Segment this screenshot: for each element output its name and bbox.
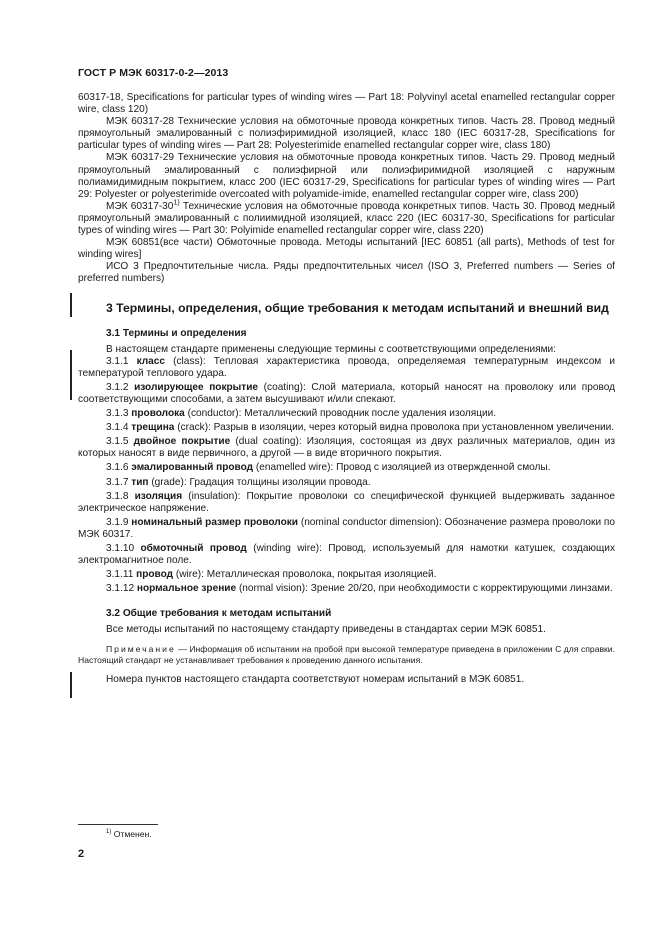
footnote-ref: 1) [173, 199, 180, 207]
term-number: 3.1.10 [106, 543, 141, 554]
term-definition [78, 436, 615, 460]
term-definition [78, 477, 615, 489]
term-number: 3.1.12 [106, 583, 137, 595]
term-number: 3.1.11 [106, 569, 137, 581]
page-number: 2 [78, 848, 85, 860]
footnote-text: Отменен. [111, 829, 152, 839]
term-text: (nominal conductor dimension): Обозначение размера проволоки по МЭК 60317. [78, 516, 615, 540]
reference-item: МЭК 60317-29 Технические условия на обмоточные провода конкретных типов. Часть 29. Провод медный прямоугольный эмалированный с полиэфирной или полиэфиримидной изоляцией с наружным полиамидимидным покрытием, класс 200 (IEC 60317-29, Specifications for particular types of winding wires — Part 29: Polyester or polyesterimide overcoated with polyamide-imide, enamelled rectangular copper wire, class 200) [78, 152, 615, 200]
term-text: (class): Тепловая характеристика провода, определяемая температурным индексом и температурой теплового удара. [78, 355, 616, 379]
page-content [78, 92, 615, 686]
term-name: изолирующее покрытие [134, 381, 259, 393]
term-definition [78, 382, 615, 406]
term-name: изоляция [134, 490, 183, 502]
term-number: 3.1.8 [106, 490, 135, 502]
term-definition [78, 408, 615, 420]
reference-text: Технические условия на обмоточные провода конкретных типов. Часть 30. Провод медный прямоугольный эмалированный с полиимидной изоляцией, класс 220 (IEC 60317-30, Specifications for particular types of winding wires — Part 30: Polyimide enamelled rectangular copper wire, class 220) [78, 200, 615, 237]
reference-item-60317-30 [78, 201, 615, 237]
term-text: (normal vision): Зрение 20/20, при необходимости с корректирующими линзами. [236, 583, 613, 595]
term-text: (wire): Металлическая проволока, покрытая изоляцией. [173, 569, 437, 581]
term-text: (enamelled wire): Провод с изоляцией из отвержденной смолы. [253, 462, 551, 474]
term-name: трещина [131, 422, 175, 434]
term-text: (grade): Градация толщины изоляции провода. [148, 476, 371, 488]
term-definition [78, 356, 615, 380]
term-text: (dual coating): Изоляция, состоящая из двух различных материалов, один из которых наносят в виде первичного, а другой — в виде вторичного покрытия. [78, 436, 615, 460]
term-definition [78, 543, 615, 567]
footnote [106, 829, 152, 839]
methods-text: Все методы испытаний по настоящему стандарту приведены в стандартах серии МЭК 60851. [106, 624, 546, 636]
term-number: 3.1.3 [106, 408, 132, 420]
term-number: 3.1.2 [106, 381, 135, 393]
reference-item: МЭК 60317-28 Технические условия на обмоточные провода конкретных типов. Часть 28. Провод медный прямоугольный эмалированный с полиэфиримидной изоляцией, класс 180 (IEC 60317-28, Specifications for particular types of winding wires — Part 28: Polyesterimide enamelled rectangular copper wire, class 180) [78, 116, 615, 152]
term-name: обмоточный провод [140, 543, 247, 554]
note-label: Примечание [106, 643, 176, 654]
term-number: 3.1.4 [106, 422, 132, 434]
term-name: нормальное зрение [136, 583, 237, 595]
term-number: 3.1.6 [106, 462, 132, 474]
subsection-title-terms: 3.1 Термины и определения [106, 327, 247, 339]
term-definition [78, 422, 615, 434]
term-definition [78, 491, 615, 515]
term-number: 3.1.7 [106, 476, 132, 488]
term-name: двойное покрытие [133, 436, 231, 448]
change-bar-1 [70, 293, 72, 317]
term-name: номинальный размер проволоки [131, 516, 299, 528]
section-title: 3 Термины, определения, общие требования к методам испытаний и внешний вид [106, 300, 609, 315]
term-name: проволока [131, 408, 185, 420]
term-number: 3.1.9 [106, 516, 132, 528]
reference-code: МЭК 60317-30 [106, 200, 174, 212]
term-number: 3.1.5 [106, 436, 134, 448]
closing-text: Номера пунктов настоящего стандарта соответствуют номерам испытаний в МЭК 60851. [106, 673, 525, 685]
term-name: класс [136, 355, 166, 367]
term-text: (coating): Слой материала, который наносят на проволоку или провод соответствующими способами, а затем высушивают и/или спекают. [78, 381, 615, 405]
reference-item: МЭК 60851(все части) Обмоточные провода. Методы испытаний [IEC 60851 (all parts), Methods of test for winding wires] [78, 237, 615, 261]
term-name: эмалированный провод [131, 462, 254, 474]
term-name: тип [131, 476, 149, 488]
reference-item: 60317-18, Specifications for particular types of winding wires — Part 18: Polyvinyl acetal enamelled rectangular copper wire, class 120) [78, 92, 615, 116]
term-name: провод [136, 569, 174, 581]
subsection-title-methods: 3.2 Общие требования к методам испытаний [106, 608, 332, 620]
term-definition [78, 569, 615, 581]
terms-intro: В настоящем стандарте применены следующие термины с соответствующими определениями: [106, 343, 556, 355]
note-text: — Информация об испытании на пробой при высокой температуре приведена в приложении С для справки. Настоящий стандарт не устанавливает требования к проведению данного испытания. [78, 643, 615, 665]
page-header: ГОСТ Р МЭК 60317-0-2—2013 [78, 67, 229, 79]
note [78, 644, 615, 666]
term-definition [78, 517, 615, 541]
change-bar-3 [70, 672, 72, 698]
footnote-mark: 1) [106, 829, 112, 836]
term-text: (insulation): Покрытие проволоки со специфической функцией выдерживать заданное электрическое напряжение. [78, 490, 615, 514]
reference-item: ИСО 3 Предпочтительные числа. Ряды предпочтительных чисел (ISO 3, Preferred numbers — Series of preferred numbers) [78, 261, 615, 285]
footnote-separator [78, 824, 158, 825]
term-text: (crack): Разрыв в изоляции, через который видна проволока при установленном увеличении. [174, 422, 615, 434]
change-bar-2 [70, 350, 72, 400]
term-number: 3.1.1 [106, 355, 137, 367]
term-text: (conductor): Металлический проводник после удаления изоляции. [184, 408, 497, 420]
term-definition [78, 462, 615, 474]
term-text: (winding wire): Провод, используемый для намотки катушек, создающих электромагнитное поле. [78, 543, 615, 567]
term-definition [78, 583, 615, 595]
